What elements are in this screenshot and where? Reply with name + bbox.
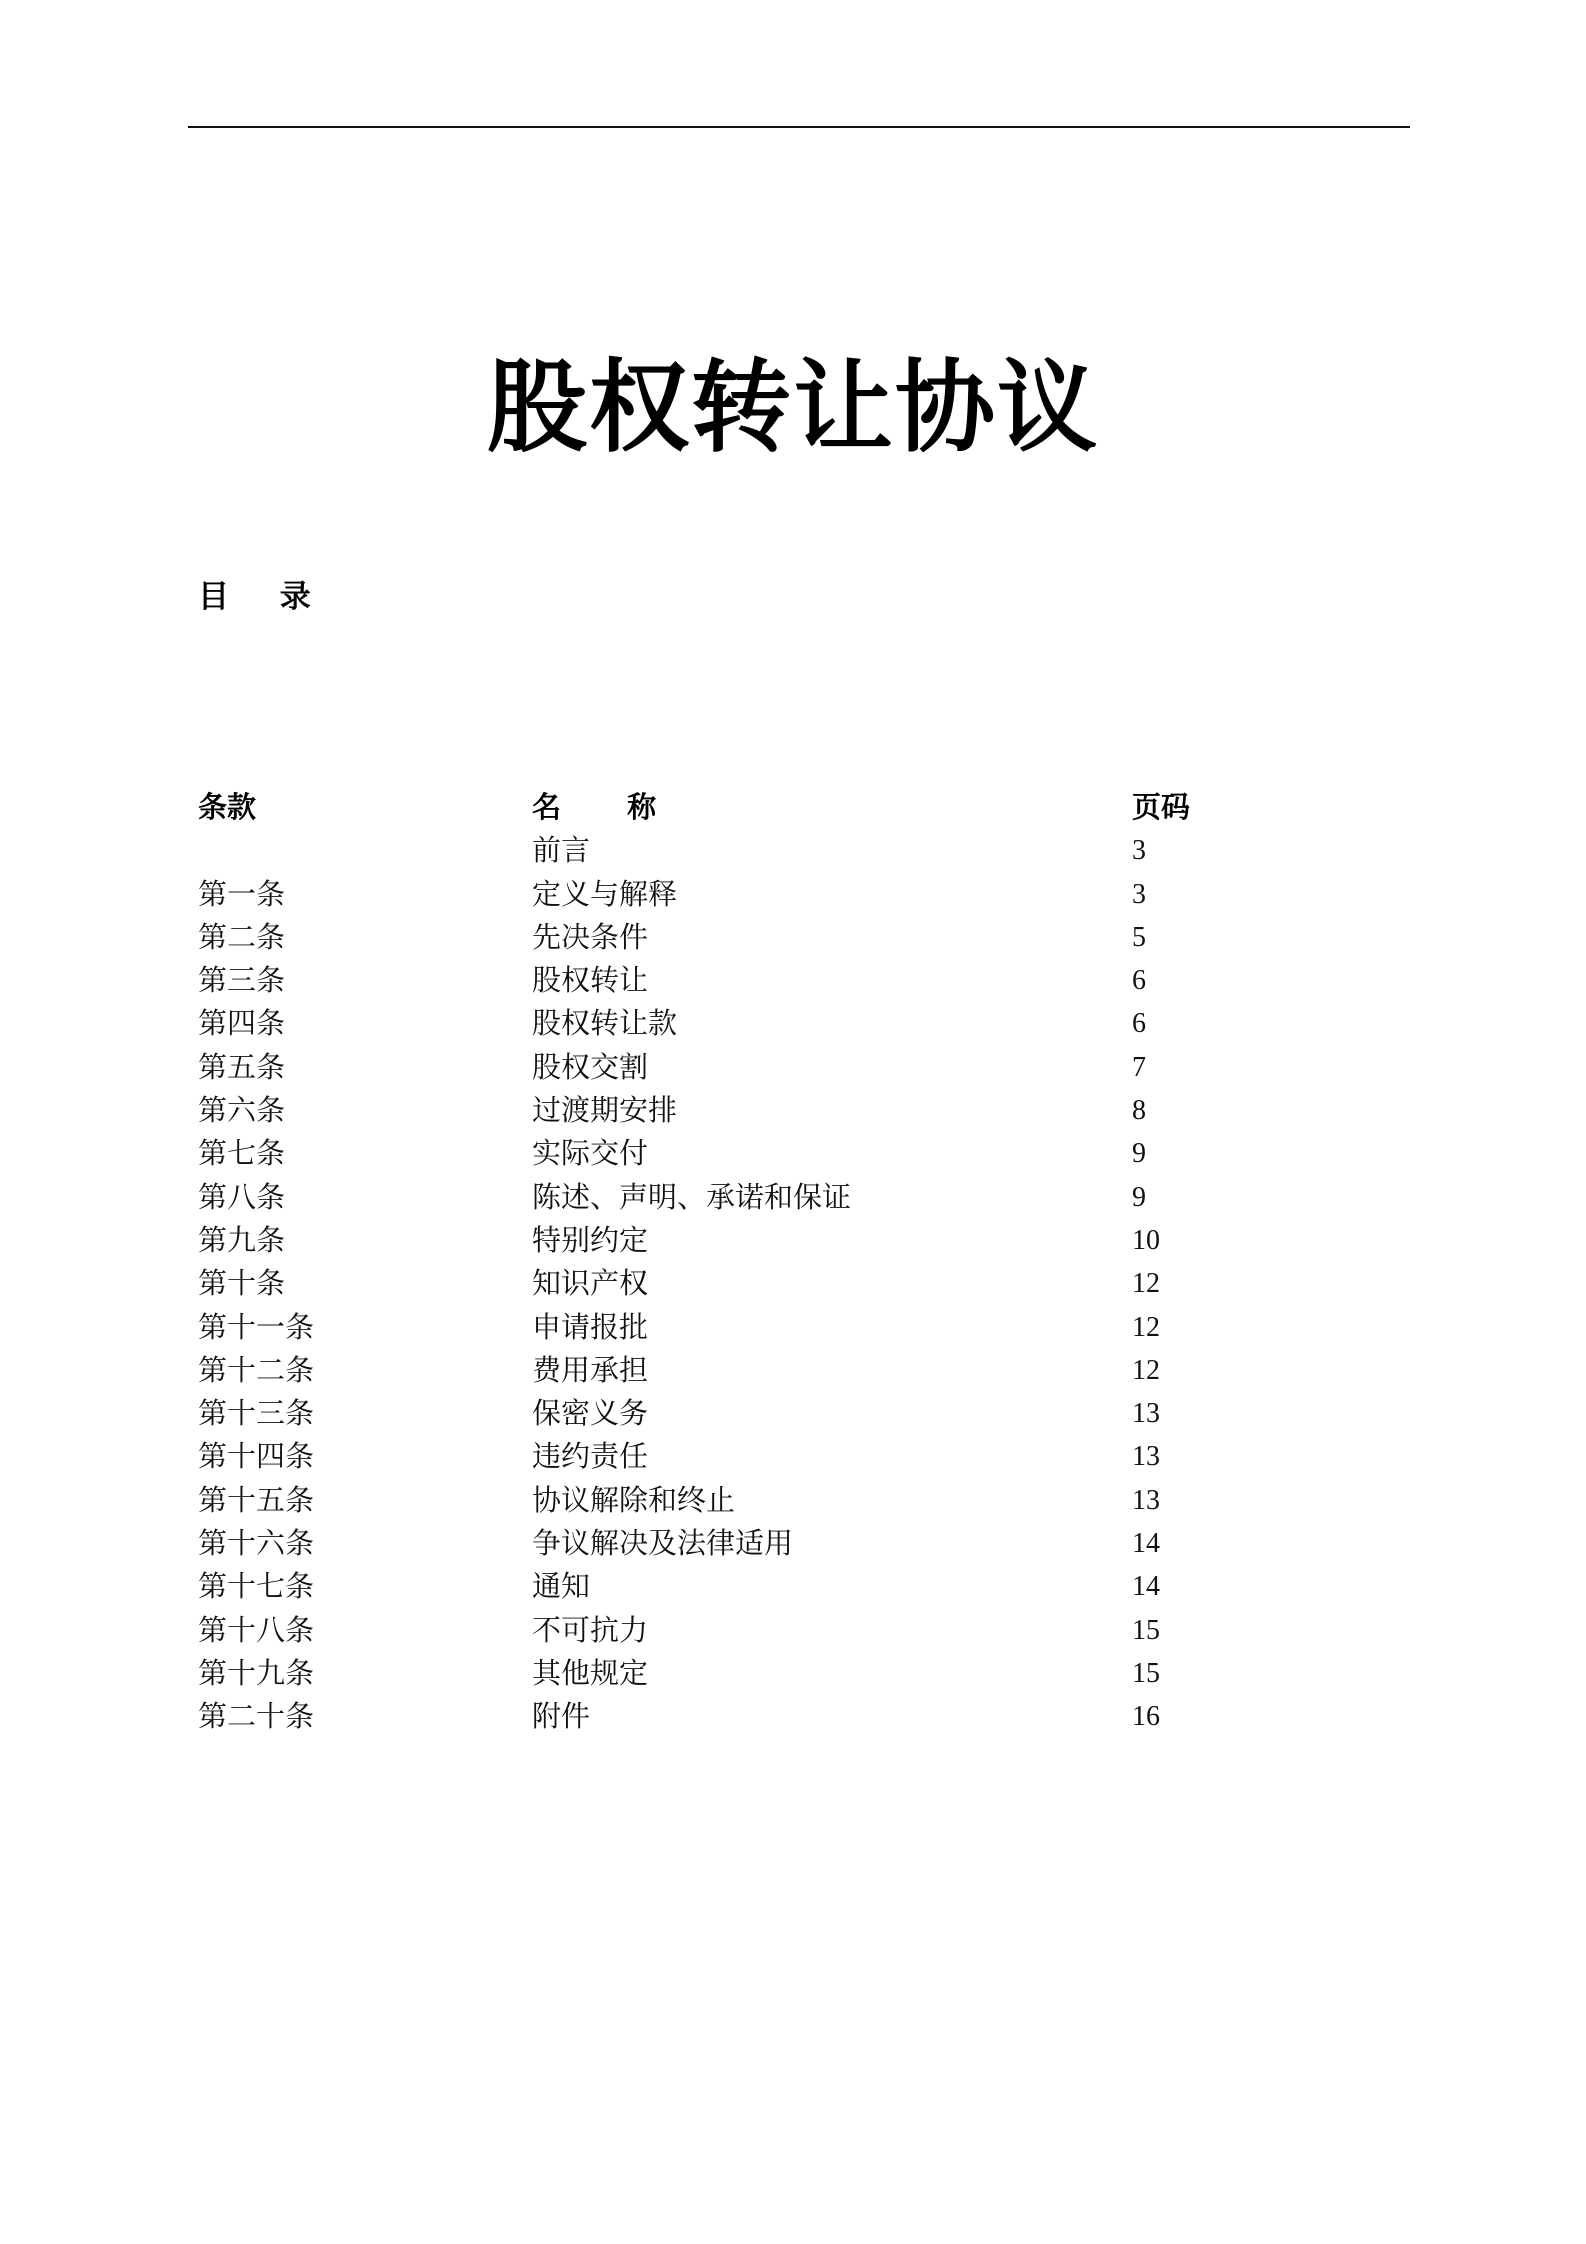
toc-entry — [198, 829, 1398, 872]
toc-entry-page: 3 — [1132, 835, 1146, 867]
toc-entry-clause: 第十四条 — [198, 1439, 315, 1474]
toc-entry-page: 14 — [1132, 1528, 1160, 1560]
toc-entry-name: 申请报批 — [532, 1309, 649, 1344]
toc-heading: 目 录 — [198, 579, 331, 615]
toc-entry — [198, 1132, 1398, 1175]
toc-entry-name: 过渡期安排 — [532, 1093, 678, 1128]
toc-entry-clause: 第七条 — [198, 1136, 286, 1171]
toc-entry — [198, 1349, 1398, 1392]
toc-entry-clause: 第二十条 — [198, 1699, 315, 1734]
toc-entry-clause: 第十三条 — [198, 1396, 315, 1431]
toc-entry-clause: 第十九条 — [198, 1655, 315, 1690]
header-rule — [188, 126, 1410, 128]
toc-column-name: 名 称 — [532, 790, 685, 824]
toc-entry-name: 违约责任 — [532, 1439, 649, 1474]
toc-entry — [198, 916, 1398, 959]
toc-entry-page: 6 — [1132, 965, 1146, 997]
toc-entry-clause: 第六条 — [198, 1093, 286, 1128]
toc-entry — [198, 1609, 1398, 1652]
toc-entry-name: 附件 — [532, 1699, 591, 1734]
toc-entry-page: 10 — [1132, 1224, 1160, 1256]
toc-entry-name: 先决条件 — [532, 919, 649, 954]
toc-entry — [198, 1479, 1398, 1522]
toc-entry-clause: 第三条 — [198, 963, 286, 998]
toc-entry-name: 保密义务 — [532, 1396, 649, 1431]
toc-entry-name: 前言 — [532, 833, 591, 868]
toc-entry-name: 股权转让 — [532, 963, 649, 998]
toc-entry-page: 15 — [1132, 1657, 1160, 1689]
toc-entry-name: 其他规定 — [532, 1655, 649, 1690]
toc-entry-page: 9 — [1132, 1181, 1146, 1213]
toc-entry-page: 13 — [1132, 1398, 1160, 1430]
toc-entry — [198, 1046, 1398, 1089]
toc-entry-page: 12 — [1132, 1311, 1160, 1343]
toc-entry-name: 实际交付 — [532, 1136, 649, 1171]
toc-header-row — [198, 786, 1398, 829]
toc-entry-page: 7 — [1132, 1051, 1146, 1083]
toc-entry-clause: 第二条 — [198, 919, 286, 954]
toc-entry-name: 定义与解释 — [532, 876, 678, 911]
toc-entry-clause: 第十六条 — [198, 1526, 315, 1561]
toc-entry — [198, 1565, 1398, 1608]
toc-entry-clause: 第十一条 — [198, 1309, 315, 1344]
toc-entry-clause: 第一条 — [198, 876, 286, 911]
toc-entry-page: 5 — [1132, 921, 1146, 953]
toc-entry-clause: 第五条 — [198, 1049, 286, 1084]
toc-entry-name: 股权转让款 — [532, 1006, 678, 1041]
toc-entry-page: 8 — [1132, 1095, 1146, 1127]
toc-entry — [198, 1652, 1398, 1695]
toc-entry-name: 协议解除和终止 — [532, 1482, 736, 1517]
toc-column-clause: 条款 — [198, 790, 257, 824]
toc-entry-name: 股权交割 — [532, 1049, 649, 1084]
toc-entry — [198, 1089, 1398, 1132]
toc-entry — [198, 1522, 1398, 1565]
toc-entry-clause: 第十条 — [198, 1266, 286, 1301]
toc-entries — [198, 829, 1398, 1738]
toc-entry — [198, 1392, 1398, 1435]
toc-entry — [198, 1695, 1398, 1738]
toc-entry-page: 9 — [1132, 1138, 1146, 1170]
toc-entry-clause: 第十二条 — [198, 1352, 315, 1387]
toc-entry-name: 通知 — [532, 1569, 591, 1604]
toc-entry-page: 15 — [1132, 1614, 1160, 1646]
toc-entry-name: 费用承担 — [532, 1352, 649, 1387]
toc-entry-name: 争议解决及法律适用 — [532, 1526, 794, 1561]
toc-entry — [198, 873, 1398, 916]
toc-entry-clause: 第十七条 — [198, 1569, 315, 1604]
toc-column-page: 页码 — [1132, 790, 1191, 824]
toc-entry-name: 陈述、声明、承诺和保证 — [532, 1179, 852, 1214]
toc-entry-page: 12 — [1132, 1354, 1160, 1386]
toc-entry — [198, 1435, 1398, 1478]
toc-entry-clause: 第十八条 — [198, 1612, 315, 1647]
table-of-contents — [198, 786, 1398, 1739]
toc-entry — [198, 1176, 1398, 1219]
toc-entry-page: 3 — [1132, 878, 1146, 910]
toc-entry-name: 知识产权 — [532, 1266, 649, 1301]
toc-entry-clause: 第十五条 — [198, 1482, 315, 1517]
toc-entry — [198, 1262, 1398, 1305]
toc-entry-page: 13 — [1132, 1484, 1160, 1516]
toc-entry-clause: 第八条 — [198, 1179, 286, 1214]
toc-entry-name: 不可抗力 — [532, 1612, 649, 1647]
toc-entry-clause: 第九条 — [198, 1222, 286, 1257]
toc-entry-page: 13 — [1132, 1441, 1160, 1473]
toc-entry-name: 特别约定 — [532, 1222, 649, 1257]
toc-entry — [198, 1219, 1398, 1262]
toc-entry-page: 12 — [1132, 1268, 1160, 1300]
toc-entry — [198, 1002, 1398, 1045]
toc-entry-page: 6 — [1132, 1008, 1146, 1040]
toc-entry — [198, 1306, 1398, 1349]
toc-entry — [198, 959, 1398, 1002]
toc-entry-page: 14 — [1132, 1571, 1160, 1603]
document-title: 股权转让协议 — [487, 349, 1099, 466]
toc-entry-page: 16 — [1132, 1701, 1160, 1733]
toc-entry-clause: 第四条 — [198, 1006, 286, 1041]
